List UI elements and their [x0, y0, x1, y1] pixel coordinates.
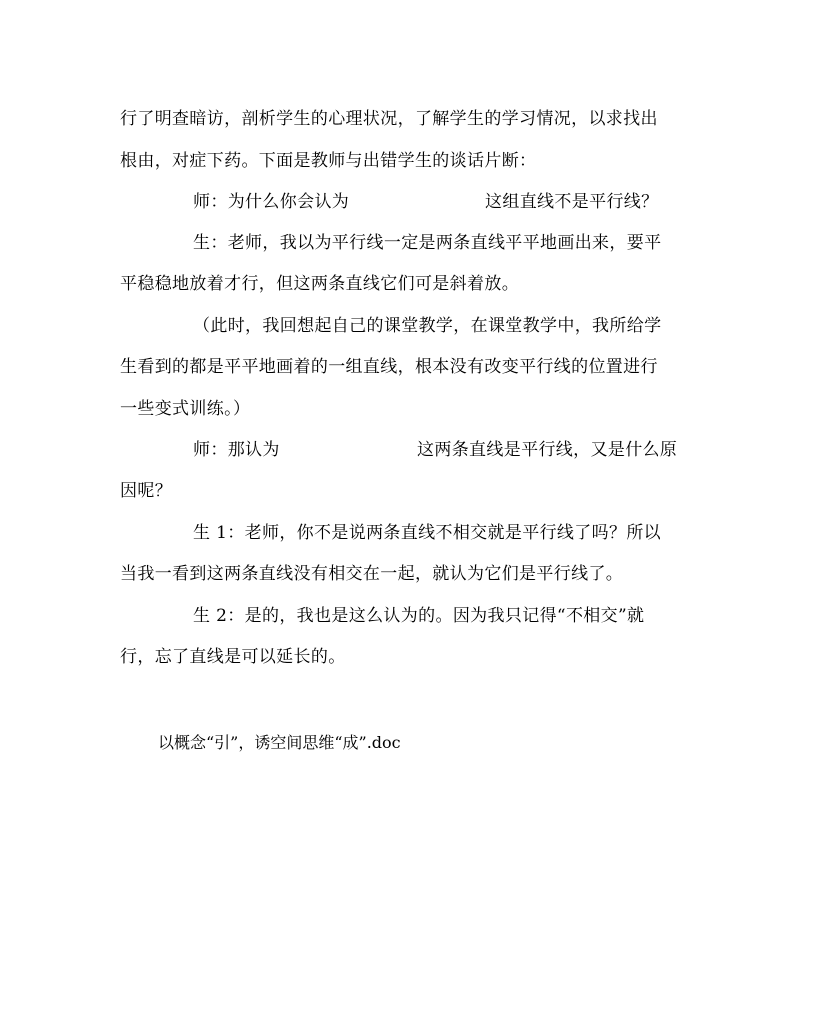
teacher-question-1-end: 这组直线不是平行线？ — [485, 192, 659, 212]
teacher-question-2-end: 这两条直线是平行线，又是什么原 — [417, 440, 678, 460]
document-filename: 以概念“引”，诱空间思维“成”.doc — [158, 733, 401, 752]
reflection-line-1: （此时，我回想起自己的课堂教学，在课堂教学中，我所给学 — [193, 316, 662, 336]
reflection-line-2: 生看到的都是平平地画着的一组直线，根本没有改变平行线的位置进行 — [120, 357, 658, 377]
teacher-question-2-line-2: 因呢？ — [120, 481, 173, 501]
student-1-line-2: 当我一看到这两条直线没有相交在一起，就认为它们是平行线了。 — [120, 564, 624, 584]
teacher-question-1-start: 师：为什么你会认为 — [193, 192, 350, 212]
student-1-line-1: 生 1：老师，你不是说两条直线不相交就是平行线了吗？所以 — [193, 523, 662, 543]
student-2-line-2: 行，忘了直线是可以延长的。 — [120, 647, 346, 667]
paragraph-line-2: 根由，对症下药。下面是教师与出错学生的谈话片断： — [120, 151, 537, 171]
student-answer-line-2: 平稳稳地放着才行，但这两条直线它们可是斜着放。 — [120, 274, 520, 294]
student-answer-line-1: 生：老师，我以为平行线一定是两条直线平平地画出来，要平 — [193, 233, 662, 253]
student-2-line-1: 生 2：是的，我也是这么认为的。因为我只记得“不相交”就 — [193, 606, 645, 626]
paragraph-line-1: 行了明查暗访，剖析学生的心理状况，了解学生的学习情况，以求找出 — [120, 109, 658, 129]
teacher-question-2-start: 师：那认为 — [193, 440, 280, 460]
reflection-line-3: 一些变式训练。） — [120, 399, 251, 419]
